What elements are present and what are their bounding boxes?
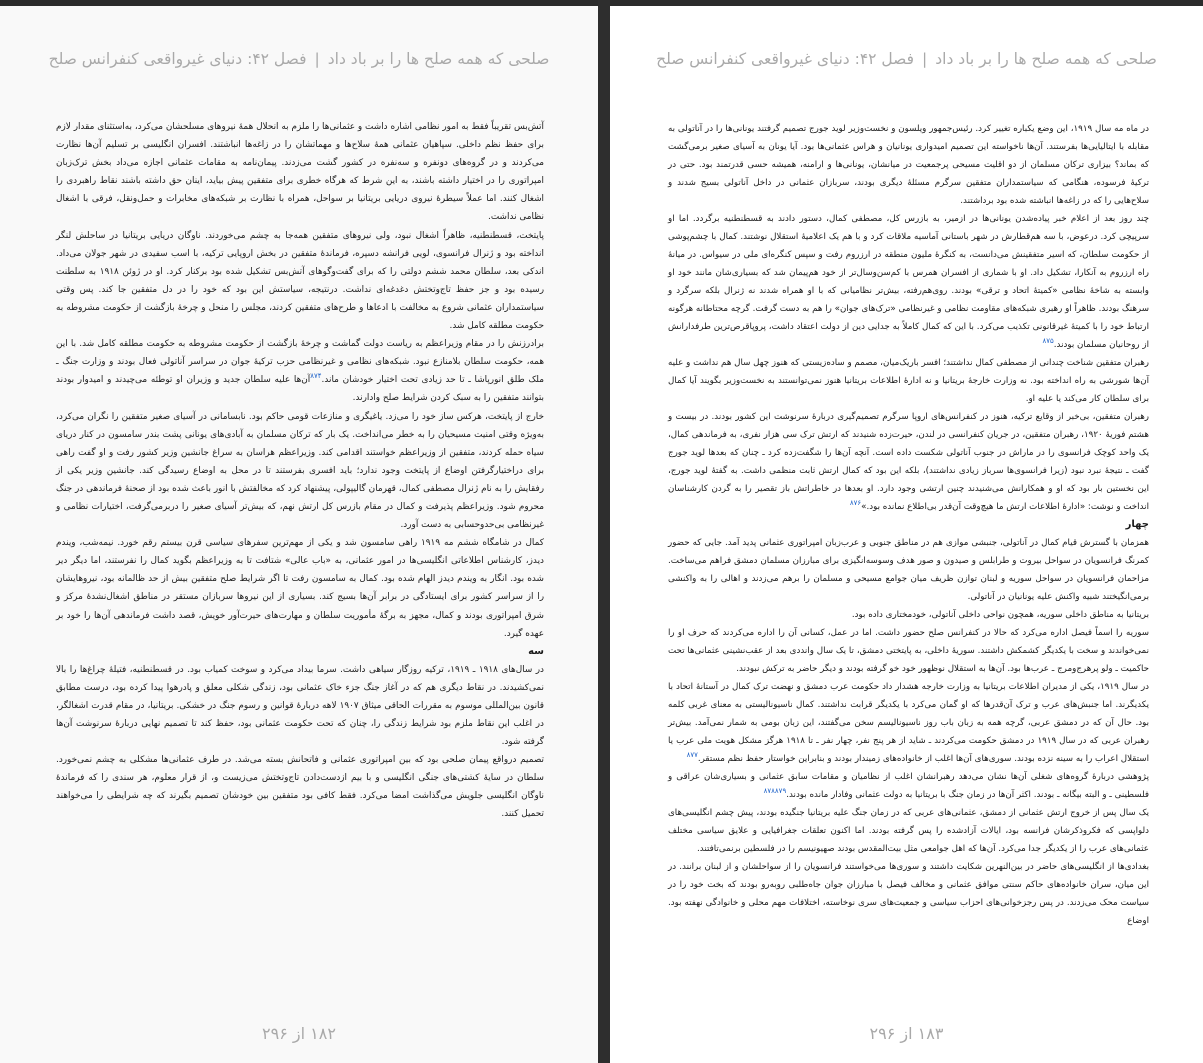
book-title: صلحی که همه صلح ها را بر باد داد — [935, 50, 1157, 68]
paragraph: همزمان با گسترش قیام کمال در آناتولی، جنبشی موازی هم در مناطق جنوبی و عرب‌زبان امپراتوری عثمانی پدید آمد. جایی که حضور کمرنگ فرانسویان در سواحل بیروت و طرابلس و صیدون و صور هدف وسوسه‌انگیزی برای مبارزان مسلمان دمشق فراهم می‌ساخت. مزاحمان فرانسویان در سواحل سوریه و لبنان توازن ظریف میان جوامع مسیحی و مسلمان را برهم می‌زدند و اهالی را به واکنشی برمی‌انگیختند شبیه واکنش علیه یونانیان در آناتولی. — [668, 538, 1149, 602]
left-page — [0, 6, 598, 1063]
right-page — [610, 6, 1203, 1063]
page-number: ۱۸۳ از ۲۹۶ — [869, 1024, 944, 1043]
footnote-link[interactable]: ۸۷۸ — [763, 787, 775, 796]
paragraph: سوریه را اسماً فیصل اداره می‌کرد که حالا در کنفرانس صلح حضور داشت. اما در عمل، کسانی آن را اداره می‌کردند که حرف او را نمی‌خواندند و سخت با یکدیگر کشمکش داشتند. سوریهٔ داخلی، به پایتختی دمشق، تا یک سال وانددی بعد از عقب‌نشینی عثمانی‌ها تحت حاکمیت ـ ولو پرهرج‌ومرج ـ عرب‌ها بود. آن‌ها به استقلال نوظهور خود خو گرفته بودند و دیگر حاضر به ترکش نبودند. — [668, 628, 1149, 674]
paragraph: برادرزنش را در مقام وزیراعظم به ریاست دولت گماشت و چرخهٔ بازگشت از حکومت مشروطه به حکومت مطلقه کامل شد. با این همه، حکومت سلطان بلامنازع نبود. شبکه‌های نظامی و غیرنظامی حزب ترکیهٔ جوان در سراسر آناتولی فعال بودند و وزارت جنگ ـ ملک طلق انورپاشا ـ تا حد زیادی تحت اختیار خودشان ماند.$^{۸۷۴}$آن‌ها علیه سلطان جدید و وزیران او توطئه می‌چیدند و امیدوار بودند بتوانند متفقین را به سبک کردن شرایط صلح وادارند. — [56, 339, 544, 404]
book-title: صلحی که همه صلح ها را بر باد داد — [327, 50, 550, 68]
page-gutter — [598, 0, 610, 1063]
paragraph: رهبران متفقین، بی‌خبر از وقایع ترکیه، هنوز در کنفرانس‌های اروپا سرگرم تصمیم‌گیری دربارهٔ سرنوشت این کشور بودند. در بیست و هشتم فوریهٔ ۱۹۲۰، رهبران متفقین، در جریان کنفرانسی در لندن، حیرت‌زده شنیدند که ارتش ترک سی هزار نفری، به فرماندهی کمال، یک واحد کوچک فرانسوی را در ماراش در جنوب آناتولی شکست داده است. آنچه آن‌ها را شگفت‌زده کرد ـ چنان که بعدها لوید جورج گفت ـ نتیجهٔ نبرد نبود (زیرا فرانسوی‌ها سرباز زیادی نداشتند)، بلکه این بود که کمال ارتش ثابت منظمی داشت. به گفتهٔ لوید جورج، این نخستین بار بود که او و همکارانش می‌شنیدند چنین ارتشی وجود دارد. او بعدها در خاطراتش باز تقصیر را به گردن کارشناسان انداخت و نوشت: «ادارهٔ اطلاعات ارتش ما هیچ‌وقت آن‌قدر بی‌اطلاع نمانده بود.»$^{۸۷۶}$ — [668, 412, 1150, 512]
running-header — [0, 50, 598, 68]
footnote-link[interactable]: ۸۷۶ — [849, 499, 862, 508]
left-body-text — [56, 118, 544, 824]
header-separator: | — [314, 50, 320, 68]
paragraph: بغدادی‌ها از انگلیسی‌های حاضر در بین‌النهرین شکایت داشتند و سوری‌ها می‌خواستند فرانسویان را از سواحلشان و از لبنان برانند. در این میان، سران خانواده‌های حاکم سنتی موافق عثمانی و مخالف فیصل با مبارزان جوان جاه‌طلبی روبه‌رو بودند که بخت خود را در سیاست محک می‌زدند. در پس رجزخوانی‌های احزاب سیاسی و جمعیت‌های سری نوخاسته، اختلافات مهم محلی و خانوادگی نهفته بود. اوضاع — [668, 862, 1149, 926]
running-header — [610, 50, 1203, 68]
paragraph: تصمیم درواقع پیمان صلحی بود که بین امپراتوری عثمانی و فاتحانش بسته می‌شد. در طرف عثمانی‌ها مشکلی به چشم نمی‌خورد. سلطان در سایهٔ کشتی‌های جنگی انگلیسی و با بیم ازدست‌دادن تاج‌وتختش می‌زیست و، از قرار معلوم، هر سندی را که فرماندهٔ ناوگان انگلیسی جلویش می‌گذاشت امضا می‌کرد. فقط کافی بود متفقین بین خودشان تصمیم بگیرند که چه شرایطی را می‌خواهند تحمیل کنند. — [56, 755, 544, 820]
paragraph: خارج از پایتخت، هرکس ساز خود را می‌زد. یاغیگری و منازعات قومی حاکم بود. نابسامانی در آسیای صغیر متفقین را نگران می‌کرد، به‌ویژه وقتی امنیت مسیحیان را به خطر می‌انداخت. یک بار که ترکان مسلمان به آبادی‌های یونانی پشت بندر سامسون در کنار دریای سیاه حمله کردند، متفقین از وزیراعظم خواستند اقدامی کند. وزیراعظم هراسان به سراغ جانشین وزیر کشور رفت و او گفت راهی برای دراختیارگرفتن اوضاع از پایتخت وجود ندارد؛ باید افسری بفرستند تا در محل به اوضاع رسیدگی کند. جانشین وزیر یکی از رفقایش را به نام ژنرال مصطفی کمال، قهرمان گالیپولی، پیشنهاد کرد که مخالفتش با انور باعث شده بود از صحنهٔ فرماندهی در جنگ محروم شود. وزیراعظم پذیرفت و کمال در مقام بازرس کل ارتش نهم، که بیش‌تر آسیای صغیر را دربرمی‌گرفت، اختیارات نظامی و غیرنظامی بی‌حدوحسابی به دست آورد. — [56, 411, 544, 531]
paragraph: پایتخت، قسطنطنیه، ظاهراً اشغال نبود، ولی نیروهای متفقین همه‌جا به چشم می‌خوردند. ناوگان دریایی بریتانیا در ساحلش لنگر انداخته بود و ژنرال فرانسوی، لویی فرانشه دسپره، فرماندهٔ متفقین در بخش اروپایی ترکیه، با اسب سفیدی در شهر جولان می‌داد. اندکی بعد، سلطان محمد ششم دولتی را که برای گفت‌وگوهای آتش‌بس تشکیل شده بود برکنار کرد. او در ژوئن ۱۹۱۸ به سلطنت رسیده بود و جز حفظ تاج‌وتختش دغدغه‌ای نداشت. درنتیجه، سیاستش این بود که خود را در دل متفقین جا کند. پس وقتی سیاستمداران عثمانی شروع به مخالفت با ادعاها و طرح‌های متفقین کردند، مجلس را منحل و چرخهٔ بازگشت از حکومت مشروطه به حکومت مطلقه کامل شد. — [56, 230, 544, 332]
section-heading: چهار — [1125, 519, 1149, 530]
paragraph: بریتانیا به مناطق داخلی سوریه، همچون نواحی داخلی آناتولی، خودمختاری داده بود. — [851, 610, 1149, 620]
chapter-title: فصل ۴۲: دنیای غیرواقعی کنفرانس صلح — [656, 50, 915, 68]
footnote-link[interactable]: ۸۷۷ — [686, 751, 698, 760]
paragraph: در ماه مه سال ۱۹۱۹، این وضع یکباره تغییر کرد. رئیس‌جمهور ویلسون و نخست‌وزیر لوید جورج تصمیم گرفتند یونانی‌ها را در آناتولی به مقابله با ایتالیایی‌ها بفرستند. آن‌ها ناخواسته این تصمیم امیدواری یونانیان و هراس عثمانی‌ها بود. آیا یونان به آسیای صغیر برمی‌گشت که بماند؟ بیزاری ترکان مسلمان از دو اقلیت مسیحی پرجمعیت در میانشان، یونانی‌ها و ارامنه، همیشه حسی قدرتمند بود. حتی در ترکیهٔ فرسوده، هنگامی که سیاستمداران متفقین سرگرم مسئلهٔ دیگری بودند، سربازان عثمانی در داخل آناتولی بسیج شدند و سلاح‌هایی را که در زاغه‌ها انباشته شده بود برداشتند. — [668, 124, 1149, 206]
paragraph: پژوهشی دربارهٔ گروه‌های شغلی آن‌ها نشان می‌دهد رهبرانشان اغلب از نظامیان و مقامات سابق عثمانی و بسیاری‌شان عراقی و فلسطینی ـ و البته بیگانه ـ بودند. اکثر آن‌ها در زمان جنگ با بریتانیا به دولت عثمانی وفادار مانده بودند.$^{۸۷۸۸۷۹}$ — [668, 772, 1149, 800]
footnote-link[interactable]: ۸۷۴ — [310, 372, 322, 381]
footnote-link[interactable]: ۸۷۵ — [1042, 337, 1054, 346]
chapter-title: فصل ۴۲: دنیای غیرواقعی کنفرانس صلح — [48, 50, 307, 68]
paragraph: رهبران متفقین شناخت چندانی از مصطفی کمال نداشتند؛ افسر باریک‌میان، مصمم و ساده‌زیستی که هنوز چهل سال هم نداشت و علیه آن‌ها شورشی به راه انداخته بود. نه وزارت خارجهٔ بریتانیا و نه ادارهٔ اطلاعات بریتانیا هنوز نمی‌توانستند به نخست‌وزیر بگویند آیا کمال برای سلطان کار می‌کند یا علیه او. — [668, 358, 1149, 404]
footnote-link[interactable]: ۸۷۹ — [774, 787, 787, 796]
paragraph: آتش‌بس تقریباً فقط به امور نظامی اشاره داشت و عثمانی‌ها را ملزم به انحلال همهٔ نیروهای مسلحشان می‌کرد، به‌استثنای مقدار لازم برای حفظ نظم داخلی. سپاهیان عثمانی همهٔ سلاح‌ها و مهماتشان را در زاغه‌ها انباشتند. افسران انگلیسی بر تسلیم آن‌ها نظارت می‌کردند و در گروه‌های دونفره و سه‌نفره در کشور گشت می‌زدند. پیمان‌نامه به مقامات عثمانی اجازه می‌داد بخش ترک‌زبان امپراتوری را در اختیار داشته باشند، به این شرط که هرگاه خطری برای متفقین پیش بیاید، اینان حق داشته باشند نقاط راهبردی را اشغال کنند. اما عملاً سیطرهٔ نیروی دریایی بریتانیا بر سواحل، همراه با نظارت بر شبکه‌های مخابرات و حمل‌ونقل، فرقی با اشغال نظامی نداشت. — [56, 122, 544, 223]
header-separator: | — [922, 50, 928, 68]
paragraph: در سال‌های ۱۹۱۸ ـ ۱۹۱۹، ترکیه روزگار سیاهی داشت. سرما بیداد می‌کرد و سوخت کمیاب بود. در قسطنطنیه، فتیلهٔ چراغ‌ها را بالا نمی‌کشیدند. در نقاط دیگری هم که در آغاز جنگ جزء خاک عثمانی بود، زندگی شکلی معلق و پادرهوا پیدا کرده بود، درست مطابق قانون بین‌المللی موسوم به مقررات الحاقی میثاق ۱۹۰۷ لاهه دربارهٔ قوانین و رسوم جنگ در خشکی. بریتانیا، در مقام قدرت اشغالگر، در اغلب این نقاط ملزم بود شرایط زندگی را، چنان که تحت حکومت عثمانی بود، حفظ کند تا تصمیم نهایی دربارهٔ سرنوشت آن‌ها گرفته شود. — [56, 664, 544, 748]
paragraph: یک سال پس از خروج ارتش عثمانی از دمشق، عثمانی‌های عربی که در زمان جنگ علیه بریتانیا جنگیده بودند، پیش چشم انگلیسی‌های دلواپسی که فکروذکرشان فرانسه بود، ایالات آزادشده را پس گرفته بودند. اما اکنون تعلقات جغرافیایی و علایق سیاسی مختلف عثمانی‌های عرب را از یکدیگر جدا می‌کرد. آن‌ها که اهل جوامعی مثل بیت‌المقدس بودند صهیونیسم را در فلسطین برنمی‌تافتند. — [668, 808, 1149, 854]
paragraph: در سال ۱۹۱۹، یکی از مدیران اطلاعات بریتانیا به وزارت خارجه هشدار داد حکومت عرب دمشق و نهضت ترک کمال در آستانهٔ اتحاد با یکدیگرند. اما جنبش‌های عرب و ترک آن‌قدرها که او گمان می‌کرد با یکدیگر قرابت نداشتند. کمال ناسیونالیستی به معنای غربی کلمه بود. حال آن که در دمشق عربی، گرچه همه به زبان باب روز ناسیونالیسم سخن می‌گفتند، این زبان بومی به شمار نمی‌آمد. بیش‌تر رهبران عربی که در سال ۱۹۱۹ در دمشق حکومت می‌کردند ـ شاید از هر پنج نفر، چهار نفر ـ تا ۱۹۱۸ هرگز مشکل هویت ملی عرب یا استقلال اعراب را به سینه نزده بودند. سوری‌های آن‌ها اغلب از خانواده‌های زمیندار بودند و بنابراین خواستار حفظ نظم مستقر.$^{۸۷۷}$ — [668, 682, 1150, 764]
paragraph: کمال در شامگاه ششم مه ۱۹۱۹ راهی سامسون شد و یکی از مهم‌ترین سفرهای سیاسی قرن بیستم رقم خورد. نیمه‌شب، ویندم دیدز، کارشناس اطلاعاتی انگلیسی‌ها در امور عثمانی، به «باب عالی» شتافت تا به وزیراعظم بگوید کمال را نفرستند، اما دیگر دیر شده بود. انگار به ویندم دیدز الهام شده بود. کمال به سامسون رفت تا اگر شرایط صلح متفقین بیش از حد ظالمانه بود، نیروهایشان را از سراسر کشور برای ایستادگی در برابر آن‌ها بسیج کند. بسیاری از این نیروها سربازان مستقر در مناطق اشغال‌نشدهٔ مرکز و شرق امپراتوری بودند و کمال، مجهز به برگهٔ مأموریت سلطان و مهارت‌های حیرت‌آور خویش، قصد داشت فرماندهی آن‌ها را خود بر عهده گیرد. — [56, 538, 544, 639]
right-body-text — [668, 120, 1149, 930]
section-heading: سه — [528, 645, 544, 657]
paragraph: چند روز بعد از اعلام خبر پیاده‌شدن یونانی‌ها در ازمیر، به بازرس کل، مصطفی کمال، دستور دادند به قسطنطنیه برگردد. اما او سرپیچی کرد. درعوض، با سه هم‌قطارش در شهر باستانی آماسیه ملاقات کرد و با هم یک اعلامیهٔ استقلال نوشتند. کمال با چشم‌پوشی از حکومت سلطان، که اسیر متفقینش می‌دانست، به کنگرهٔ ملیون منطقه در ارزروم رفت و سپس کنگره‌ای ملی در سیواس. در میانهٔ راه ارزروم به آنکارا، تشکیل داد. او با شماری از افسران همرس با کم‌سن‌وسال‌تر از خود هم‌پیمان شد که بسیاری‌شان مانند خود او وابسته به شاخهٔ نظامی «کمیتهٔ اتحاد و ترقی» بودند. روی‌هم‌رفته، بیش‌تر نظامیانی که با او همراه شدند نه ژنرال بلکه سرگرد و سرهنگ بودند. ظاهراً او رهبری شبکه‌های مقاومت نظامی و غیرنظامی «ترک‌های جوان» را هم به دست گرفت. گرچه محتاطانه هرگونه ارتباط خود را با کمیتهٔ غیرقانونی تکذیب می‌کرد. با این که کمال کاملاً به جدایی دین از دولت اعتقاد داشت، پروپاقرص‌ترین طرفدارانش از روحانیان مسلمان بودند.$^{۸۷۵}$ — [668, 214, 1149, 350]
page-number: ۱۸۲ از ۲۹۶ — [262, 1024, 336, 1043]
